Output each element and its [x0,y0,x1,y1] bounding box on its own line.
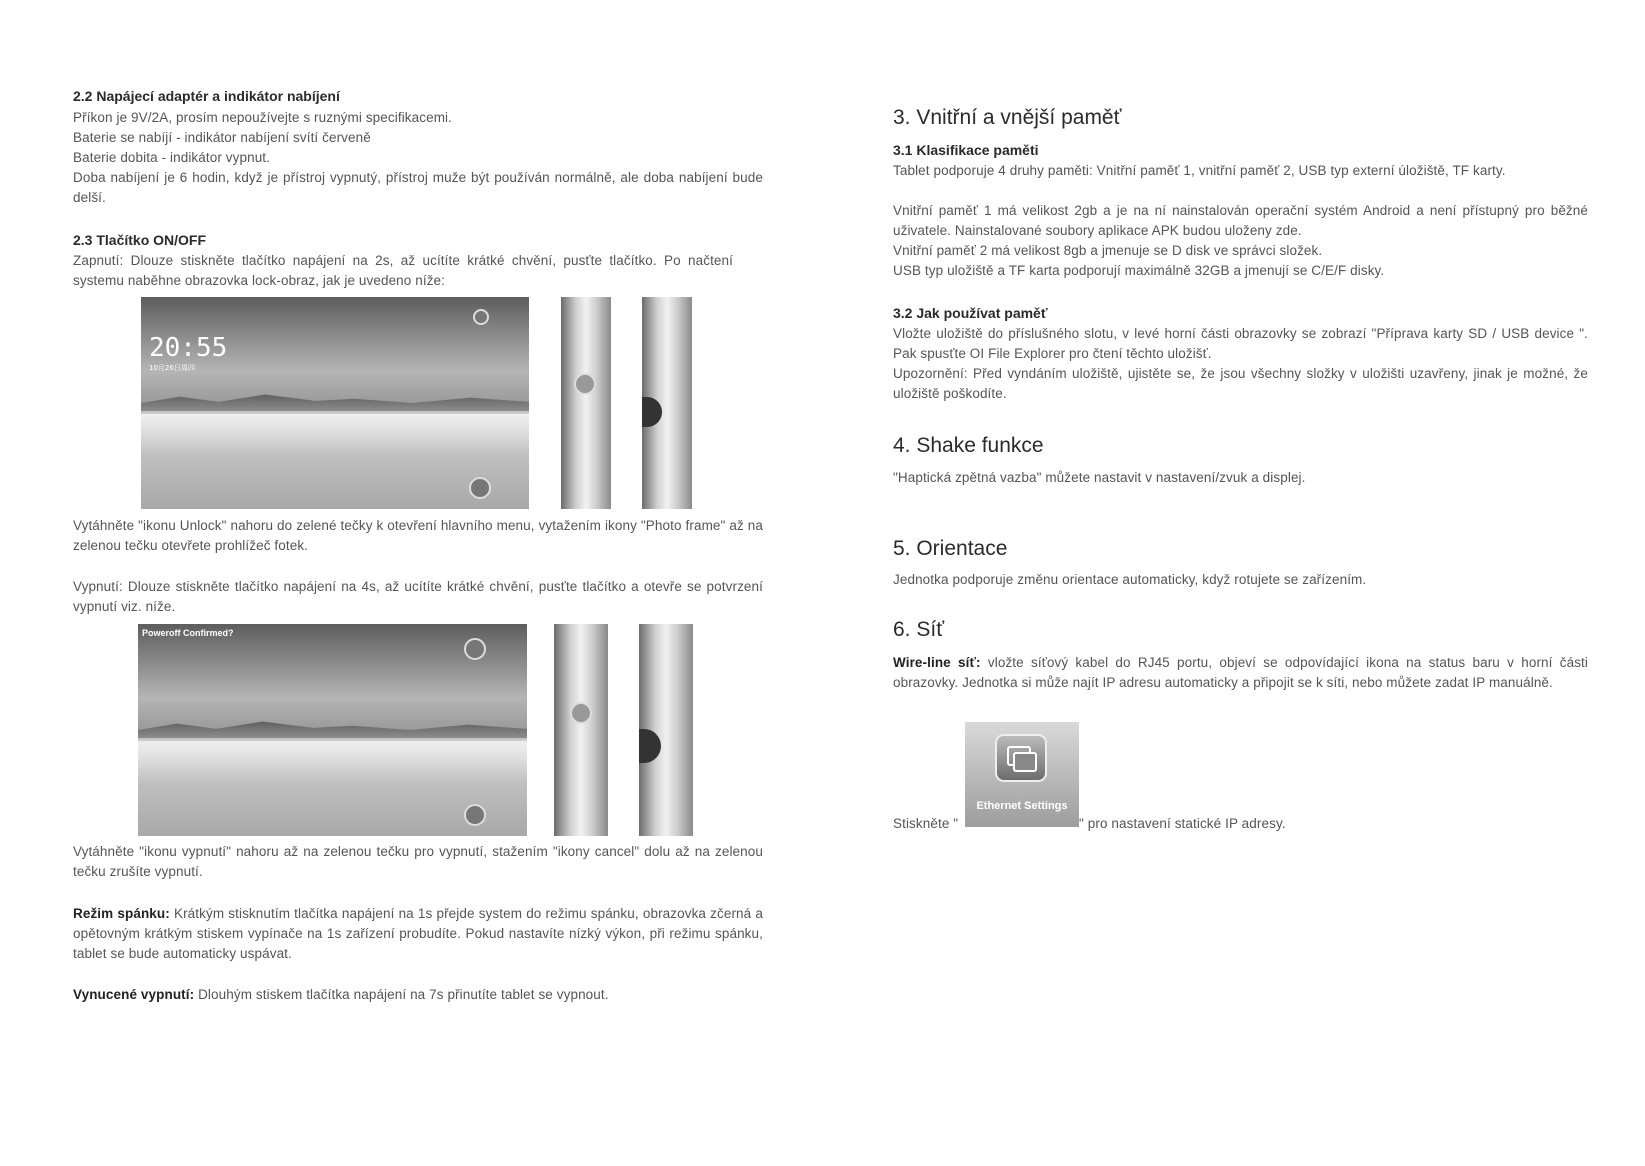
shake-text: "Haptická zpětná vazba" můžete nastavit v nastavení/zvuk a displej. [893,470,1306,485]
power-on-text: Zapnutí: Dlouze stiskněte tlačítko napájení na 2s, až ucítíte krátké chvění, pusťte tlačítko. Po načtení systemu naběhne obrazovka lock-obraz, jak je uvedeno níže: [73,253,733,288]
sleep-mode-text: Krátkým stisknutím tlačítka napájení na 1s přejde system do režimu spánku, obrazovka zčerná a opětovným krátkým stiskem vypínače na 1s zařízení probudíte. Pokud nastavíte nízký výkon, při režimu spánku, tablet se bude automaticky uspávat. [73,906,763,961]
s22-line-2: Baterie se nabíjí - indikátor nabíjení svítí červeně [73,130,371,145]
power-slider-strip [554,624,608,836]
cancel-handle-icon [639,729,661,763]
forced-off-text: Dlouhým stiskem tlačítka napájení na 7s přinutíte tablet se vypnout. [194,987,609,1002]
forced-off-paragraph [73,985,763,1005]
section-4-title: 4. Shake funkce [893,434,1044,457]
lock-screen-image [141,297,529,509]
s22-line-4: Doba nabíjení je 6 hodin, když je přístroj vypnutý, přístroj muže být používán normálně, ale doba nabíjení bude delší. [73,170,763,205]
monitor-front-icon [1013,752,1037,772]
unlock-instruction: Vytáhněte "ikonu Unlock" nahoru do zelené tečky k otevření hlavního menu, vytažením ikony "Photo frame" až na zelenou tečku otevřete prohlížeč fotek. [73,518,763,553]
section-3-1-title: 3.1 Klasifikace paměti [893,142,1039,158]
photo-slider-strip [642,297,692,509]
poweroff-screen-image [138,624,527,836]
section-2-2-title: 2.2 Napájecí adaptér a indikátor nabíjení [73,88,340,104]
poweroff-confirm-label: Poweroff Confirmed? [142,628,234,638]
wire-line-label: Wire-line síť: [893,655,981,670]
sleep-mode-label: Režim spánku: [73,906,170,921]
unlock-slider-strip [561,297,611,509]
section-3-title: 3. Vnitřní a vnější paměť [893,106,1122,129]
s32-line-1: Vložte uložiště do příslušného slotu, v levé horní části obrazovky se zobrazí "Příprava karty SD / USB device ". Pak spusťte OI File Explorer pro čtení těchto uložišť. [893,326,1588,361]
s31-line-1: Tablet podporuje 4 druhy paměti: Vnitřní paměť 1, vnitřní paměť 2, USB typ externí úložiště, TF karty. [893,163,1506,178]
lock-time: 20:55 [149,333,228,363]
poweroff-instruction: Vytáhněte "ikonu vypnutí" nahoru až na zelenou tečku pro vypnutí, stažením "ikony cancel" dolu až na zelenou tečku zrušíte vypnutí. [73,844,763,879]
forced-off-label: Vynucené vypnutí: [73,987,195,1002]
s31-line-2: Vnitřní paměť 1 má velikost 2gb a je na ní nainstalován operační systém Android a není přístupný pro běžné uživatele. Nainstalované soubory aplikace APK budou uloženy zde. [893,203,1588,238]
wire-line-text: vložte síťový kabel do RJ45 portu, objeví se odpovídající ikona na status baru v horní části obrazovky. Jednotka si může najít IP adresu automaticky a připojit se k síti, nebo můžete zadat IP manuálně. [893,655,1588,690]
cancel-icon [464,638,486,660]
sleep-mode-paragraph [73,904,763,964]
photo-handle-icon [642,397,662,427]
unlock-icon [469,477,491,499]
section-3-2-title: 3.2 Jak používat paměť [893,305,1048,321]
photo-frame-icon [473,309,489,325]
power-handle-icon [570,702,592,724]
press-prefix: Stiskněte " [893,816,959,831]
orientation-text: Jednotka podporuje změnu orientace automaticky, když rotujete se zařízením. [893,572,1367,587]
lake-reflection [138,741,527,783]
ethernet-icon [995,734,1047,782]
press-suffix: " pro nastavení statické IP adresy. [1079,816,1286,831]
s22-line-3: Baterie dobita - indikátor vypnut. [73,150,271,165]
landscape-hills [141,390,529,411]
s31-line-4: USB typ uložiště a TF karta podporují maximálně 32GB a jmenují se C/E/F disky. [893,263,1385,278]
wire-line-paragraph [893,653,1588,693]
power-icon [464,804,486,826]
lock-date: 10月26日周四 [149,364,195,372]
lake-reflection [141,414,529,456]
unlock-handle-icon [574,373,596,395]
power-off-text: Vypnutí: Dlouze stiskněte tlačítko napájení na 4s, až ucítíte krátké chvění, pusťte tlačítko a otevře se potvrzení vypnutí viz. níže. [73,579,763,614]
ethernet-settings-image [965,722,1079,827]
section-5-title: 5. Orientace [893,537,1008,560]
section-2-3-title: 2.3 Tlačítko ON/OFF [73,232,207,248]
cancel-slider-strip [639,624,693,836]
landscape-hills [138,717,527,738]
s22-line-1: Příkon je 9V/2A, prosím nepoužívejte s ruznými specifikacemi. [73,110,453,125]
section-6-title: 6. Síť [893,618,945,641]
s31-line-3: Vnitřní paměť 2 má velikost 8gb a jmenuje se D disk ve správci složek. [893,243,1323,258]
ethernet-settings-label: Ethernet Settings [976,800,1068,812]
s32-line-2: Upozornění: Před vyndáním uložiště, ujistěte se, že jsou všechny složky v uložišti uzavřeny, jinak je možné, že uložiště poškodíte. [893,366,1588,401]
